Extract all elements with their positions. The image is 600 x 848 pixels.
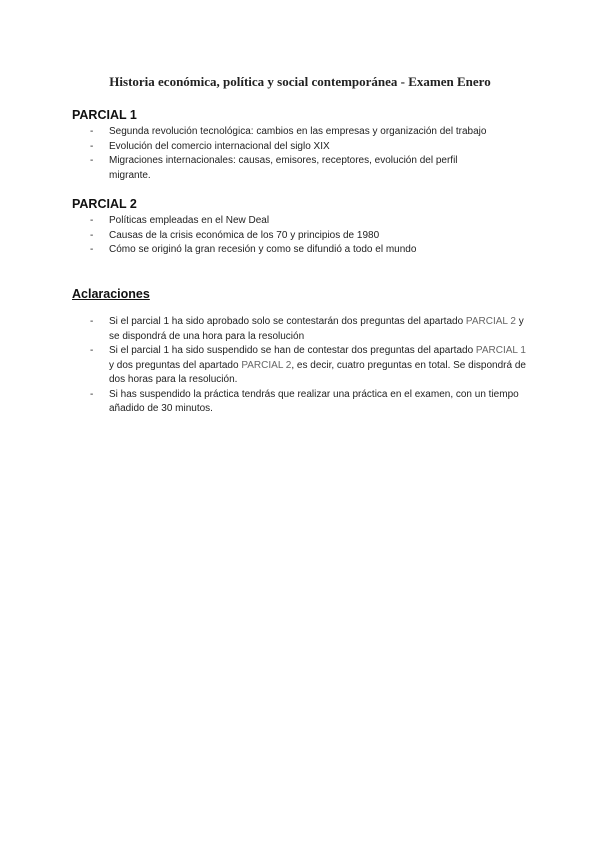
text-segment: y se dispondrá de una hora para la resolución bbox=[109, 316, 524, 342]
parcial-2-section bbox=[72, 197, 532, 258]
parcial-reference: PARCIAL 2 bbox=[241, 359, 292, 371]
list-item: - Si has suspendido la práctica tendrás que realizar una práctica en el examen, con un tiempo añadido de 30 minutos. bbox=[72, 388, 532, 417]
document-title: Historia económica, política y social contemporánea - Examen Enero bbox=[109, 74, 491, 89]
parcial-2-list bbox=[72, 214, 532, 258]
parcial-reference: PARCIAL 1 bbox=[475, 345, 526, 356]
parcial-1-heading: PARCIAL 1 bbox=[72, 108, 137, 122]
text-segment: , es decir, cuatro preguntas en total. Se dispondrá de dos horas para la resolución. bbox=[109, 359, 526, 385]
aclaraciones-list bbox=[72, 315, 532, 417]
parcial-2-heading: PARCIAL 2 bbox=[72, 197, 137, 211]
list-item: - Migraciones internacionales: causas, emisores, receptores, evolución del perfil migrante. bbox=[72, 154, 532, 183]
list-item: - Políticas empleadas en el New Deal bbox=[72, 214, 532, 229]
text-segment: Si el parcial 1 ha sido suspendido se han de contestar dos preguntas del apartado bbox=[109, 345, 476, 356]
aclaraciones-section bbox=[72, 287, 532, 417]
list-item: - Evolución del comercio internacional del siglo XIX bbox=[72, 140, 532, 155]
text-segment: y dos preguntas del apartado bbox=[109, 359, 242, 371]
list-item: - Causas de la crisis económica de los 70 y principios de 1980 bbox=[72, 229, 532, 244]
list-item bbox=[72, 315, 532, 344]
list-item: - Segunda revolución tecnológica: cambios en las empresas y organización del trabajo bbox=[72, 125, 532, 140]
aclaraciones-heading: Aclaraciones bbox=[72, 287, 150, 301]
parcial-1-section bbox=[72, 108, 532, 183]
parcial-1-list bbox=[72, 125, 532, 183]
list-item bbox=[72, 344, 532, 388]
text-segment: Si el parcial 1 ha sido aprobado solo se contestarán dos preguntas del apartado bbox=[109, 316, 466, 327]
list-item: - Cómo se originó la gran recesión y como se difundió a todo el mundo bbox=[72, 243, 532, 258]
parcial-reference: PARCIAL 2 bbox=[465, 316, 516, 327]
